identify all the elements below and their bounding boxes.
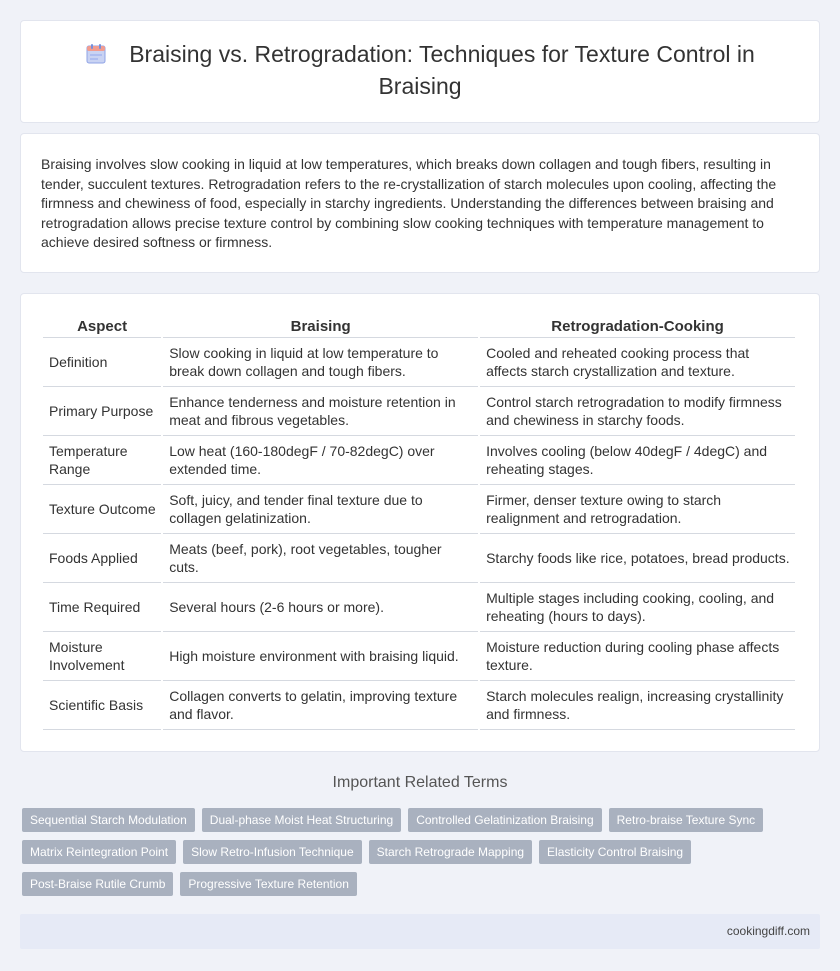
- page-title: Braising vs. Retrogradation: Techniques for Texture Control in Braising: [129, 40, 755, 99]
- row-retrogradation: Starchy foods like rice, potatoes, bread products.: [480, 534, 795, 583]
- row-retrogradation: Involves cooling (below 40degF / 4degC) and reheating stages.: [480, 436, 795, 485]
- row-aspect: Temperature Range: [43, 436, 161, 485]
- table-row: [43, 534, 795, 583]
- intro-paragraph: Braising involves slow cooking in liquid at low temperatures, which breaks down collagen and tough fibers, resulting in tender, succulent textures. Retrogradation refers to the re-crystallization of starch molecules upon cooling, affecting the firmness and chewiness of food, especially in starchy ingredients. Understanding the differences between braising and retrogradation allows precise texture control by combining slow cooking techniques with temperature management to achieve desired softness or firmness.: [20, 133, 820, 273]
- comparison-table: [41, 316, 797, 730]
- related-term-tag[interactable]: Slow Retro-Infusion Technique: [183, 840, 362, 864]
- row-aspect: Moisture Involvement: [43, 632, 161, 681]
- row-retrogradation: Cooled and reheated cooking process that affects starch crystallization and texture.: [480, 338, 795, 387]
- table-row: [43, 338, 795, 387]
- related-term-tag[interactable]: Elasticity Control Braising: [539, 840, 691, 864]
- row-retrogradation: Firmer, denser texture owing to starch realignment and retrogradation.: [480, 485, 795, 534]
- row-aspect: Texture Outcome: [43, 485, 161, 534]
- row-retrogradation: Starch molecules realign, increasing crystallinity and firmness.: [480, 681, 795, 730]
- related-term-tag[interactable]: Sequential Starch Modulation: [22, 808, 195, 832]
- footer: [20, 914, 820, 949]
- row-aspect: Definition: [43, 338, 161, 387]
- related-terms-title: Important Related Terms: [332, 774, 508, 791]
- related-term-tag[interactable]: Starch Retrograde Mapping: [369, 840, 532, 864]
- row-aspect: Foods Applied: [43, 534, 161, 583]
- table-header-row: [43, 316, 795, 338]
- column-header-retrogradation: Retrogradation-Cooking: [480, 316, 795, 338]
- footer-site-link[interactable]: cookingdiff.com: [726, 924, 810, 938]
- row-aspect: Primary Purpose: [43, 387, 161, 436]
- row-braising: High moisture environment with braising liquid.: [163, 632, 478, 681]
- row-braising: Several hours (2-6 hours or more).: [163, 583, 478, 632]
- table-row: [43, 436, 795, 485]
- related-term-tag[interactable]: Controlled Gelatinization Braising: [408, 808, 601, 832]
- row-braising: Soft, juicy, and tender final texture due to collagen gelatinization.: [163, 485, 478, 534]
- row-braising: Meats (beef, pork), root vegetables, tougher cuts.: [163, 534, 478, 583]
- row-aspect: Scientific Basis: [43, 681, 161, 730]
- table-row: [43, 681, 795, 730]
- table-row: [43, 632, 795, 681]
- row-braising: Collagen converts to gelatin, improving texture and flavor.: [163, 681, 478, 730]
- row-retrogradation: Multiple stages including cooking, cooling, and reheating (hours to days).: [480, 583, 795, 632]
- table-row: [43, 583, 795, 632]
- table-row: [43, 387, 795, 436]
- row-braising: Slow cooking in liquid at low temperature to break down collagen and tough fibers.: [163, 338, 478, 387]
- row-braising: Enhance tenderness and moisture retention in meat and fibrous vegetables.: [163, 387, 478, 436]
- row-aspect: Time Required: [43, 583, 161, 632]
- table-row: [43, 485, 795, 534]
- related-term-tag[interactable]: Matrix Reintegration Point: [22, 840, 176, 864]
- row-retrogradation: Moisture reduction during cooling phase affects texture.: [480, 632, 795, 681]
- row-retrogradation: Control starch retrogradation to modify firmness and chewiness in starchy foods.: [480, 387, 795, 436]
- row-braising: Low heat (160-180degF / 70-82degC) over extended time.: [163, 436, 478, 485]
- related-term-tag[interactable]: Dual-phase Moist Heat Structuring: [202, 808, 401, 832]
- related-term-tag[interactable]: Progressive Texture Retention: [180, 872, 357, 896]
- related-term-tag[interactable]: Post-Braise Rutile Crumb: [22, 872, 173, 896]
- column-header-aspect: Aspect: [43, 316, 161, 338]
- related-terms-list: [22, 808, 820, 896]
- calendar-icon: [85, 43, 107, 65]
- page-header: [20, 20, 820, 123]
- column-header-braising: Braising: [163, 316, 478, 338]
- related-term-tag[interactable]: Retro-braise Texture Sync: [609, 808, 764, 832]
- comparison-table-card: [20, 293, 820, 752]
